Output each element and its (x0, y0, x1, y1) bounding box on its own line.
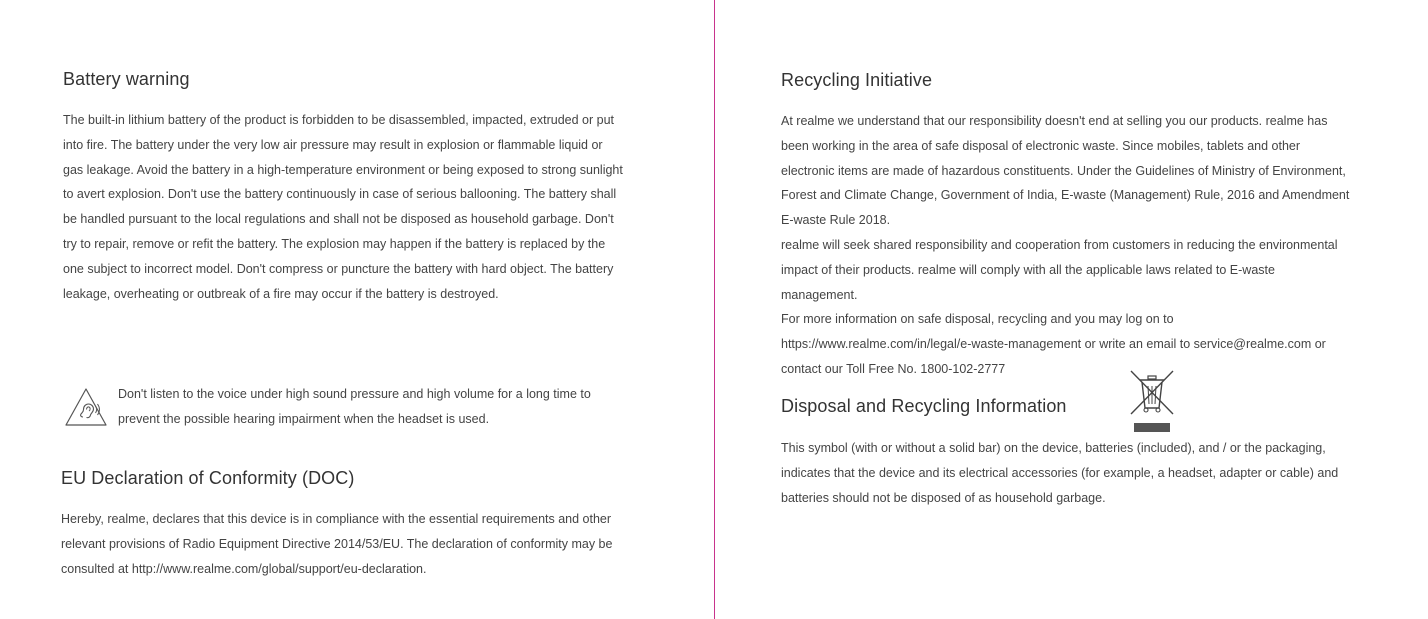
recycling-paragraph-3: For more information on safe disposal, recycling and you may log on to https://www.realme.com/in/legal/e-waste-management or write an email to service@realme.com or contact our Toll Free No. 1800-102-2777 (781, 312, 1326, 376)
hearing-warning-text: Don't listen to the voice under high sound pressure and high volume for a long time to prevent the possible hearing impairment when the headset is used. (118, 387, 591, 426)
disposal-heading: Disposal and Recycling Information (781, 396, 1067, 416)
hearing-warning-icon (64, 387, 108, 427)
recycling-paragraph-1: At realme we understand that our responsibility doesn't end at selling you our products. realme has been working in the area of safe disposal of electronic waste. Since mobiles, tablets and other electronic items are made of hazardous constituents. Under the Guidelines of Ministry of Environment, Forest and Climate Change, Government of India, E-waste (Management) Rule, 2016 and Amendment E-waste Rule 2018. (781, 114, 1350, 228)
disposal-text: This symbol (with or without a solid bar) on the device, batteries (included), and / or the packaging, indicates that the device and its electrical accessories (for example, a headset, adapter or cable) and batteries should not be disposed of as household garbage. (781, 441, 1339, 505)
eu-doc-heading: EU Declaration of Conformity (DOC) (61, 468, 355, 488)
battery-warning-heading: Battery warning (63, 69, 190, 89)
recycling-paragraph-2: realme will seek shared responsibility and cooperation from customers in reducing the environmental impact of their products. realme will comply with all the applicable laws related to E-waste management. (781, 237, 1338, 302)
eu-doc-text: Hereby, realme, declares that this device is in compliance with the essential requirements and other relevant provisions of Radio Equipment Directive 2014/53/EU. The declaration of conformity may be consulted at http://www.realme.com/global/support/eu-declaration. (61, 512, 613, 576)
crossed-bin-icon (1128, 368, 1176, 434)
recycling-initiative-heading: Recycling Initiative (781, 70, 933, 90)
recycling-initiative-text (781, 109, 1351, 382)
battery-warning-text: The built-in lithium battery of the product is forbidden to be disassembled, impacted, extruded or put into fire. The battery under the very low air pressure may result in explosion or flammable liquid or gas leakage. Avoid the battery in a high-temperature environment or being exposed to strong sunlight to avert explosion. Don't use the battery continuously in case of serious ballooning. The battery shall be handled pursuant to the local regulations and shall not be disposed as household garbage. Don't try to repair, remove or refit the battery. The explosion may happen if the battery is replaced by the one subject to incorrect model. Don't compress or puncture the battery with hard object. The battery leakage, overheating or outbreak of a fire may occur if the battery is destroyed. (63, 113, 623, 301)
page-divider (714, 0, 715, 619)
